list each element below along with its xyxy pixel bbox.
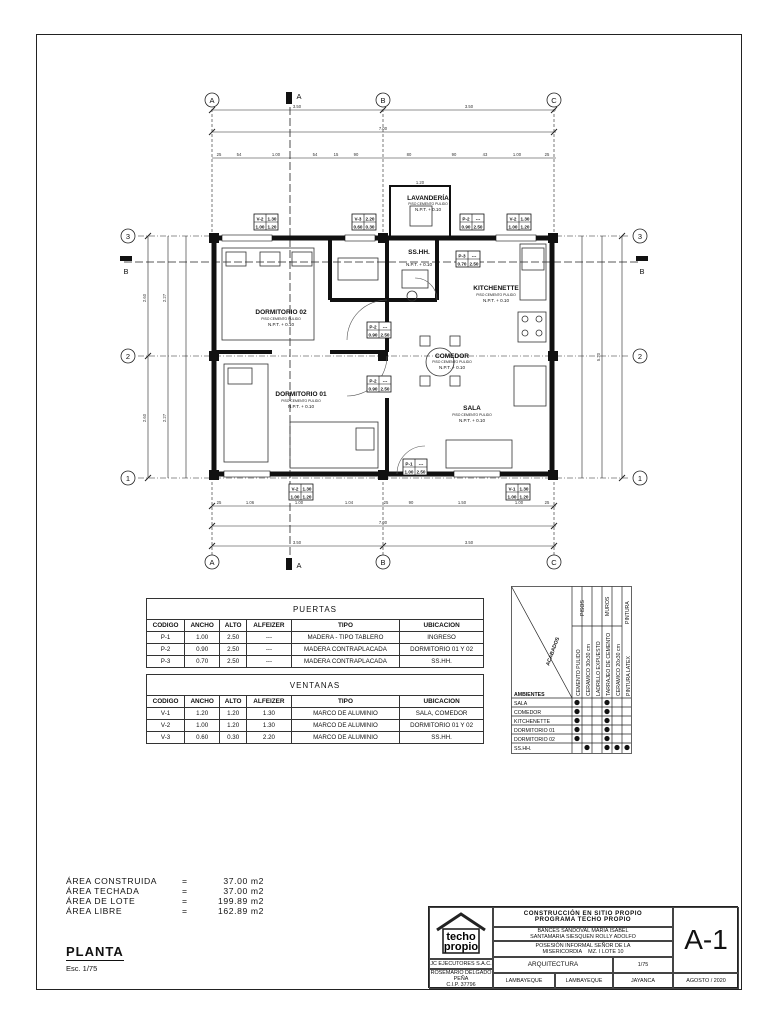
opening-tag-text: 1.30 xyxy=(520,216,530,222)
cell: 0.60 xyxy=(185,732,220,744)
opening-tag xyxy=(367,376,391,392)
dim-text: 7.00 xyxy=(378,520,388,525)
opening-tag-text: 1.30 xyxy=(267,216,277,222)
cell: --- xyxy=(247,644,292,656)
room-label: SS.HH. xyxy=(408,249,430,256)
dim-text: 25 xyxy=(544,500,550,505)
opening-tag-text: --- xyxy=(382,378,388,384)
cell: 2.20 xyxy=(247,732,292,744)
date: AGOSTO / 2020 xyxy=(673,973,739,989)
cell: 1.20 xyxy=(220,720,247,732)
cell: 0.30 xyxy=(220,732,247,744)
opening-tag-text: 0.90 xyxy=(368,386,378,392)
grid-label: B xyxy=(380,96,386,105)
ambiente-name: COMEDOR xyxy=(514,710,542,716)
lot: MZ. I LOTE 10 xyxy=(588,949,624,955)
engineer-name: ROSEMARIO DELGADO PEÑA xyxy=(430,969,492,982)
opening-tag-text: P-2 xyxy=(462,216,470,222)
opening-tag-text: 2.50 xyxy=(380,386,390,392)
cell: V-1 xyxy=(147,708,185,720)
opening-tag-text: 0.70 xyxy=(457,261,467,267)
finish-column: PINTURA LATEX xyxy=(626,656,632,696)
group-label: PINTURA xyxy=(625,601,631,624)
opening-tag-text: 2.50 xyxy=(416,469,426,475)
finish-column: CERAMICO 30x30 cm xyxy=(586,644,592,696)
engineer-cip: C.I.P. 37796 xyxy=(446,982,476,989)
section-label: A xyxy=(296,561,302,570)
dim-text: 5.20 xyxy=(596,352,601,362)
specialty: ARQUITECTURA xyxy=(493,957,613,973)
room-floor: PISO CEMENTO PULIDO xyxy=(261,317,301,321)
dim-text: 54 xyxy=(236,152,242,157)
cell: MARCO DE ALUMINIO xyxy=(291,720,399,732)
cell: MADERA CONTRAPLACADA xyxy=(291,644,399,656)
ambiente-name: DORMITORIO 01 xyxy=(514,728,555,734)
room-level: N.P.T. + 0.10 xyxy=(482,298,510,303)
area-label: ÁREA LIBRE xyxy=(66,906,123,916)
dim-text: 43 xyxy=(482,152,488,157)
dim-text: 2.60 xyxy=(142,413,147,423)
location-line1: POSESIÓN INFORMAL SEÑOR DE LA xyxy=(535,942,631,949)
group-label: MUROS xyxy=(605,596,611,616)
room-level: N.P.T. + 0.10 xyxy=(405,262,433,267)
room-label: LAVANDERÍA xyxy=(407,195,449,202)
room-label: COMEDOR xyxy=(435,353,469,360)
cell: SS.HH. xyxy=(400,732,484,744)
dim-text: 1.20 xyxy=(415,180,425,185)
cell: MARCO DE ALUMINIO xyxy=(291,732,399,744)
room-floor: PISO CEMENTO PULIDO xyxy=(432,360,472,364)
cell: DORMITORIO 01 Y 02 xyxy=(400,644,484,656)
finish-mark xyxy=(574,736,579,741)
opening-tag xyxy=(507,214,531,230)
col-header: ANCHO xyxy=(185,620,220,632)
opening-tag-text: --- xyxy=(418,461,424,467)
dim-text: 1.00 xyxy=(512,152,522,157)
cell: 2.50 xyxy=(220,656,247,668)
finish-mark xyxy=(604,736,609,741)
dim-text: 3.50 xyxy=(292,104,302,109)
room-level: N.P.T. + 0.10 xyxy=(267,322,295,327)
title-block xyxy=(428,906,738,988)
finish-mark xyxy=(614,745,619,750)
room-level: N.P.T. + 0.10 xyxy=(458,418,486,423)
ambiente-name: DORMITORIO 02 xyxy=(514,737,555,743)
room-level: N.P.T. + 0.10 xyxy=(414,207,442,212)
col-header: TIPO xyxy=(291,620,399,632)
dim-text: 25 xyxy=(216,500,222,505)
grid-label: 3 xyxy=(637,232,643,241)
ambiente-name: SS.HH. xyxy=(514,746,532,752)
table-row xyxy=(147,656,484,668)
cell: 2.50 xyxy=(220,632,247,644)
dim-text: 1.00 xyxy=(514,500,524,505)
table-row xyxy=(147,632,484,644)
opening-tag xyxy=(403,459,427,475)
grid-label: A xyxy=(209,96,215,105)
opening-tag xyxy=(456,251,480,267)
opening-tag-text: P-3 xyxy=(458,253,466,259)
cell: MARCO DE ALUMINIO xyxy=(291,708,399,720)
province: LAMBAYEQUE xyxy=(555,973,613,989)
windows-title: VENTANAS xyxy=(147,675,484,696)
room-label: SALA xyxy=(463,405,481,412)
opening-tag-text: --- xyxy=(382,324,388,330)
project-line2: PROGRAMA TECHO PROPIO xyxy=(534,916,632,923)
cell: V-2 xyxy=(147,720,185,732)
cell: 1.00 xyxy=(185,632,220,644)
dim-text: 3.50 xyxy=(464,540,474,545)
opening-tag-text: 1.30 xyxy=(302,486,312,492)
grid-label: 2 xyxy=(125,352,131,361)
room-label: DORMITORIO 02 xyxy=(255,309,307,316)
finish-column: TARRAJEO DE CEMENTO xyxy=(606,632,612,696)
opening-tag xyxy=(506,484,530,500)
opening-tag-text: 2.20 xyxy=(365,216,375,222)
dim-text: 25 xyxy=(216,152,222,157)
area-equals: = xyxy=(182,896,188,906)
opening-tag-text: P-2 xyxy=(369,324,377,330)
cell: 0.90 xyxy=(185,644,220,656)
doors-windows-schedule xyxy=(146,598,484,744)
finish-mark xyxy=(604,745,609,750)
dim-text: 2.27 xyxy=(162,293,167,303)
grid-label: 3 xyxy=(125,232,131,241)
col-header: ALTO xyxy=(220,696,247,708)
area-equals: = xyxy=(182,876,188,886)
col-header: UBICACION xyxy=(400,696,484,708)
planta-title: PLANTA xyxy=(66,944,124,959)
opening-tag-text: 1.00 xyxy=(404,469,414,475)
ambientes-label: AMBIENTES xyxy=(514,692,545,698)
dim-text: 15 xyxy=(333,152,339,157)
finish-column: LADRILLO EXPUESTO xyxy=(596,641,602,696)
sheet-number: A-1 xyxy=(673,907,739,973)
ambiente-name: SALA xyxy=(514,701,528,707)
opening-tag-text: 2.50 xyxy=(469,261,479,267)
section-label: B xyxy=(123,267,129,276)
area-value: 199.89 m2 xyxy=(217,896,264,906)
cell: INGRESO xyxy=(400,632,484,644)
opening-tag-text: P-2 xyxy=(369,378,377,384)
dim-text: 3.50 xyxy=(292,540,302,545)
dim-text: 90 xyxy=(451,152,457,157)
finish-mark xyxy=(574,718,579,723)
dim-text: 90 xyxy=(408,500,414,505)
cell: 1.20 xyxy=(185,708,220,720)
finish-mark xyxy=(604,700,609,705)
room-floor: PISO CEMENTO PULIDO xyxy=(281,399,321,403)
cell: 2.50 xyxy=(220,644,247,656)
col-header: ALTO xyxy=(220,620,247,632)
opening-tag-text: V-2 xyxy=(256,216,264,222)
svg-text:propio: propio xyxy=(443,941,479,953)
room-level: N.P.T. + 0.10 xyxy=(438,365,466,370)
ambiente-name: KITCHENETTE xyxy=(514,719,551,725)
opening-tag-text: 0.90 xyxy=(368,332,378,338)
drawing-title xyxy=(66,944,124,973)
finish-column: CERAMICO 20x30 cm xyxy=(616,644,622,696)
dim-text: 25 xyxy=(544,152,550,157)
dim-text: 1.00 xyxy=(294,500,304,505)
scale: 1/75 xyxy=(613,957,673,973)
area-value: 37.00 m2 xyxy=(223,886,264,896)
opening-tag-text: 1.30 xyxy=(519,486,529,492)
acabados-label: ACABADOS xyxy=(545,636,562,667)
cell: SS.HH. xyxy=(400,656,484,668)
room-level: N.P.T. + 0.10 xyxy=(287,404,315,409)
col-header: CODIGO xyxy=(147,620,185,632)
dim-text: 3.50 xyxy=(464,104,474,109)
company-name: JC EJECUTORES S.A.C. xyxy=(429,959,493,969)
cell: MADERA - TIPO TABLERO xyxy=(291,632,399,644)
cell: --- xyxy=(247,656,292,668)
owner-line2: SANTAMARIA SIESQUEN ROLLY ADOLFO xyxy=(530,934,636,940)
cell: --- xyxy=(247,632,292,644)
area-label: ÁREA DE LOTE xyxy=(66,896,136,906)
cell: 1.20 xyxy=(220,708,247,720)
opening-tag-text: 1.00 xyxy=(507,494,517,500)
cell: MADERA CONTRAPLACADA xyxy=(291,656,399,668)
cell: 1.00 xyxy=(185,720,220,732)
grid-label: 1 xyxy=(637,474,643,483)
finish-mark xyxy=(574,709,579,714)
finish-mark xyxy=(574,700,579,705)
opening-tag-text: 0.60 xyxy=(353,224,363,230)
dim-text: 54 xyxy=(312,152,318,157)
opening-tag xyxy=(289,484,313,500)
opening-tag-text: 1.20 xyxy=(520,224,530,230)
finish-column: CEMENTO PULIDO xyxy=(576,649,582,696)
opening-tag-text: 0.30 xyxy=(365,224,375,230)
finish-mark xyxy=(574,727,579,732)
col-header: TIPO xyxy=(291,696,399,708)
dim-text: 1.50 xyxy=(457,500,467,505)
dim-text: 7.00 xyxy=(378,126,388,131)
grid-label: A xyxy=(209,558,215,567)
opening-tag-text: 0.90 xyxy=(461,224,471,230)
grid-label: 1 xyxy=(125,474,131,483)
grid-label: 2 xyxy=(637,352,643,361)
opening-tag-text: --- xyxy=(475,216,481,222)
area-equals: = xyxy=(182,886,188,896)
area-label: ÁREA CONSTRUIDA xyxy=(66,876,158,886)
table-row xyxy=(147,708,484,720)
opening-tag-text: V-2 xyxy=(291,486,299,492)
table-row xyxy=(147,720,484,732)
area-value: 162.89 m2 xyxy=(217,906,264,916)
grid-label: C xyxy=(551,96,557,105)
section-label: B xyxy=(639,267,645,276)
group-label: PISOS xyxy=(580,600,586,616)
cell: 0.70 xyxy=(185,656,220,668)
opening-tag xyxy=(254,214,278,230)
grid-label: C xyxy=(551,558,557,567)
district: JAYANCA xyxy=(613,973,673,989)
finish-mark xyxy=(604,718,609,723)
project-line1: CONSTRUCCIÓN EN SITIO PROPIO xyxy=(523,909,643,917)
section-label: A xyxy=(296,92,302,101)
col-header: CODIGO xyxy=(147,696,185,708)
doors-title: PUERTAS xyxy=(147,599,484,620)
opening-tag-text: 1.00 xyxy=(290,494,300,500)
opening-tag-text: 1.20 xyxy=(302,494,312,500)
cell: P-3 xyxy=(147,656,185,668)
dim-text: 1.00 xyxy=(271,152,281,157)
area-label: ÁREA TECHADA xyxy=(66,886,140,896)
opening-tag-text: V-1 xyxy=(508,486,516,492)
logo xyxy=(429,907,493,959)
finish-mark xyxy=(624,745,629,750)
area-summary xyxy=(66,876,264,916)
planta-scale: Esc. 1/75 xyxy=(66,964,98,973)
col-header: UBICACION xyxy=(400,620,484,632)
dim-text: 2.27 xyxy=(162,413,167,423)
cell: P-1 xyxy=(147,632,185,644)
room-floor: PISO CEMENTO PULIDO xyxy=(452,413,492,417)
svg-text:techo: techo xyxy=(446,931,476,943)
opening-tag-text: 2.50 xyxy=(380,332,390,338)
cell: DORMITORIO 01 Y 02 xyxy=(400,720,484,732)
area-equals: = xyxy=(182,906,188,916)
opening-tag-text: --- xyxy=(471,253,477,259)
col-header: ALFEIZER xyxy=(247,696,292,708)
opening-tag-text: 1.00 xyxy=(255,224,265,230)
finish-mark xyxy=(604,727,609,732)
region: LAMBAYEQUE xyxy=(493,973,555,989)
col-header: ANCHO xyxy=(185,696,220,708)
finishes-table xyxy=(511,586,632,754)
owner-line1: BANCES SANDOVAL MARIA ISABEL xyxy=(537,927,629,934)
cell: V-3 xyxy=(147,732,185,744)
room-label: DORMITORIO 01 xyxy=(275,391,327,398)
area-value: 37.00 m2 xyxy=(223,876,264,886)
opening-tag xyxy=(352,214,376,230)
room-floor: PISO CEMENTO PULIDO xyxy=(476,293,516,297)
opening-tag-text: 1.20 xyxy=(519,494,529,500)
house-logo-icon xyxy=(433,910,489,956)
opening-tag-text: V-2 xyxy=(509,216,517,222)
cell: 1.30 xyxy=(247,708,292,720)
dim-text: 1.04 xyxy=(344,500,354,505)
opening-tag-text: 2.50 xyxy=(473,224,483,230)
room-label: KITCHENETTE xyxy=(473,285,519,292)
table-row xyxy=(147,644,484,656)
table-row xyxy=(147,732,484,744)
opening-tag xyxy=(367,322,391,338)
dim-text: 80 xyxy=(406,152,412,157)
cell: P-2 xyxy=(147,644,185,656)
finish-mark xyxy=(584,745,589,750)
dim-text: 25 xyxy=(383,500,389,505)
cell: SALA, COMEDOR xyxy=(400,708,484,720)
grid-label: B xyxy=(380,558,386,567)
cell: 1.30 xyxy=(247,720,292,732)
dim-text: 2.60 xyxy=(142,293,147,303)
col-header: ALFEIZER xyxy=(247,620,292,632)
opening-tag-text: 1.20 xyxy=(267,224,277,230)
opening-tag-text: P-1 xyxy=(405,461,413,467)
dim-text: 1.06 xyxy=(245,500,255,505)
opening-tag xyxy=(460,214,484,230)
opening-tag-text: 1.00 xyxy=(508,224,518,230)
room-floor: PISO CEMENTO PULIDO xyxy=(408,202,448,206)
location-line2: MISERICORDIA xyxy=(542,949,583,955)
finish-mark xyxy=(604,709,609,714)
dim-text: 90 xyxy=(353,152,359,157)
opening-tag-text: V-3 xyxy=(354,216,362,222)
